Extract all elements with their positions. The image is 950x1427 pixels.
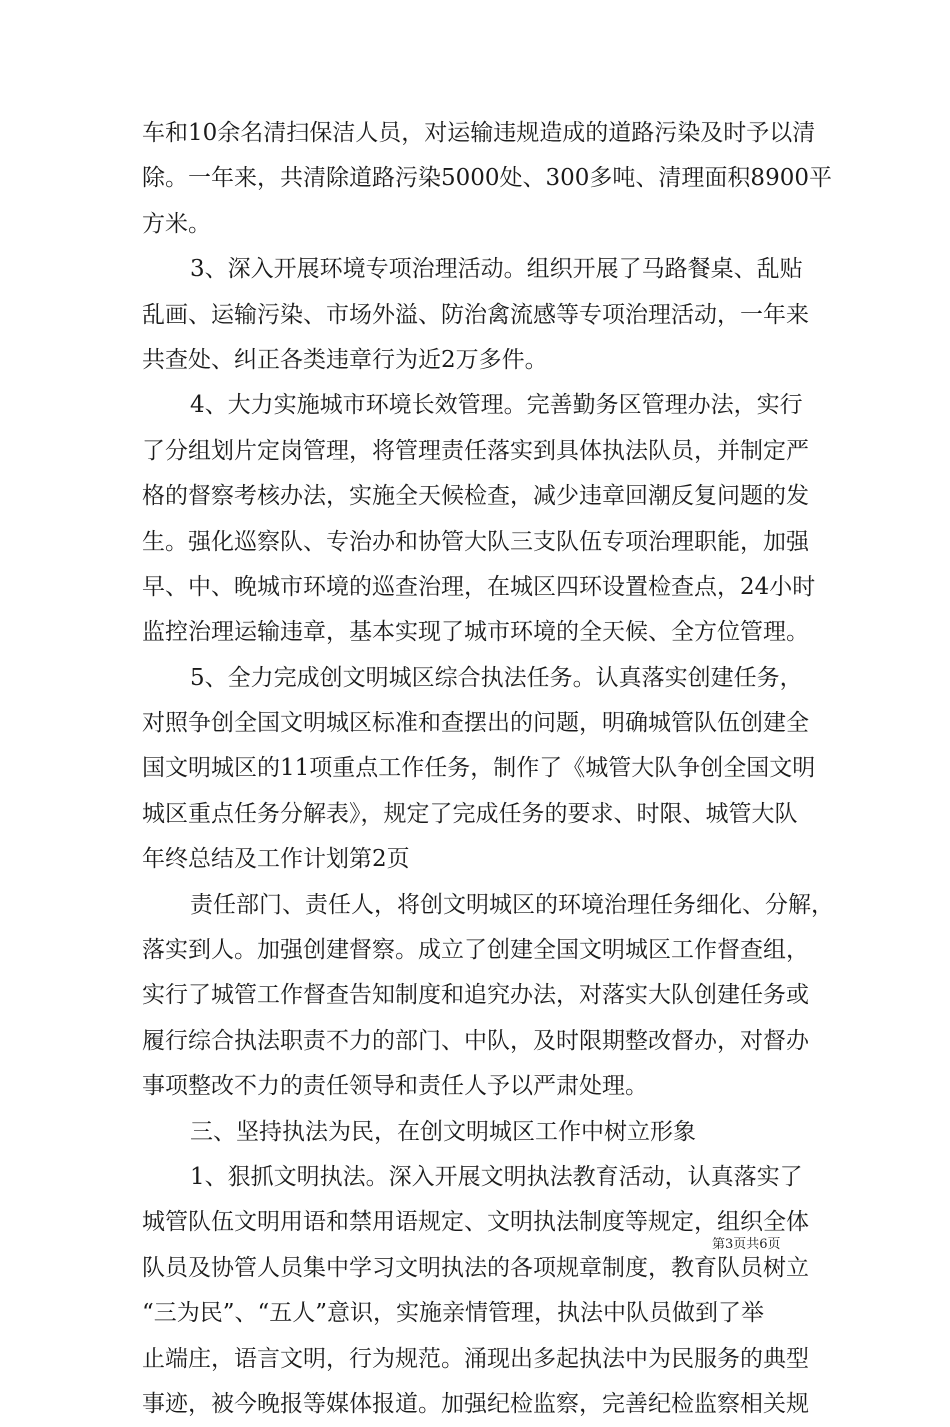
text-line: “三为民”、“五人”意识，实施亲情管理，执法中队员做到了举	[142, 1300, 765, 1327]
text-line: 乱画、运输污染、市场外溢、防治禽流感等专项治理活动，一年来	[142, 301, 809, 328]
text-line: 年终总结及工作计划第2页	[142, 846, 410, 873]
text-line: 城区重点任务分解表》，规定了完成任务的要求、时限、城管大队	[142, 800, 798, 827]
text-line: 方米。	[142, 210, 211, 237]
text-line: 事项整改不力的责任领导和责任人予以严肃处理。	[142, 1073, 648, 1100]
text-line: 队员及协管人员集中学习文明执法的各项规章制度，教育队员树立	[142, 1254, 809, 1281]
text-line: 三、坚持执法为民，在创文明城区工作中树立形象	[190, 1118, 696, 1145]
text-line: 5、全力完成创文明城区综合执法任务。认真落实创建任务，	[190, 664, 803, 691]
text-line: 责任部门、责任人，将创文明城区的环境治理任务细化、分解，	[190, 891, 834, 918]
text-line: 车和10余名清扫保洁人员，对运输违规造成的道路污染及时予以清	[142, 120, 816, 146]
document-body	[142, 111, 834, 1427]
text-line: 履行综合执法职责不力的部门、中队，及时限期整改督办，对督办	[142, 1027, 809, 1054]
text-line: 事迹，被今晚报等媒体报道。加强纪检监察，完善纪检监察相关规	[142, 1390, 809, 1417]
text-line: 监控治理运输违章，基本实现了城市环境的全天候、全方位管理。	[142, 619, 809, 646]
text-line: 3、深入开展环境专项治理活动。组织开展了马路餐桌、乱贴	[190, 256, 803, 283]
text-line: 早、中、晚城市环境的巡查治理，在城区四环设置检查点，24小时	[142, 573, 816, 600]
text-line: 1、狠抓文明执法。深入开展文明执法教育活动，认真落实了	[190, 1163, 803, 1190]
text-line: 城管队伍文明用语和禁用语规定、文明执法制度等规定，组织全体	[142, 1209, 809, 1236]
text-line: 落实到人。加强创建督察。成立了创建全国文明城区工作督查组，	[142, 937, 809, 964]
text-line: 生。强化巡察队、专治办和协管大队三支队伍专项治理职能，加强	[142, 528, 809, 555]
text-line: 除。一年来，共清除道路污染5000处、300多吨、清理面积8900平	[142, 165, 832, 192]
text-line: 了分组划片定岗管理，将管理责任落实到具体执法队员，并制定严	[142, 437, 809, 464]
page-number-footer: 第3页共6页	[712, 1237, 781, 1252]
text-line: 共查处、纠正各类违章行为近2万多件。	[142, 346, 548, 373]
text-line: 对照争创全国文明城区标准和查摆出的问题，明确城管队伍创建全	[142, 710, 809, 737]
text-line: 4、大力实施城市环境长效管理。完善勤务区管理办法，实行	[190, 392, 803, 419]
text-line: 格的督察考核办法，实施全天候检查，减少违章回潮反复问题的发	[142, 483, 809, 510]
text-line: 止端庄，语言文明，行为规范。涌现出多起执法中为民服务的典型	[142, 1345, 809, 1372]
text-line: 国文明城区的11项重点工作任务，制作了《城管大队争创全国文明	[142, 755, 816, 782]
text-line: 实行了城管工作督查告知制度和追究办法，对落实大队创建任务或	[142, 982, 809, 1009]
